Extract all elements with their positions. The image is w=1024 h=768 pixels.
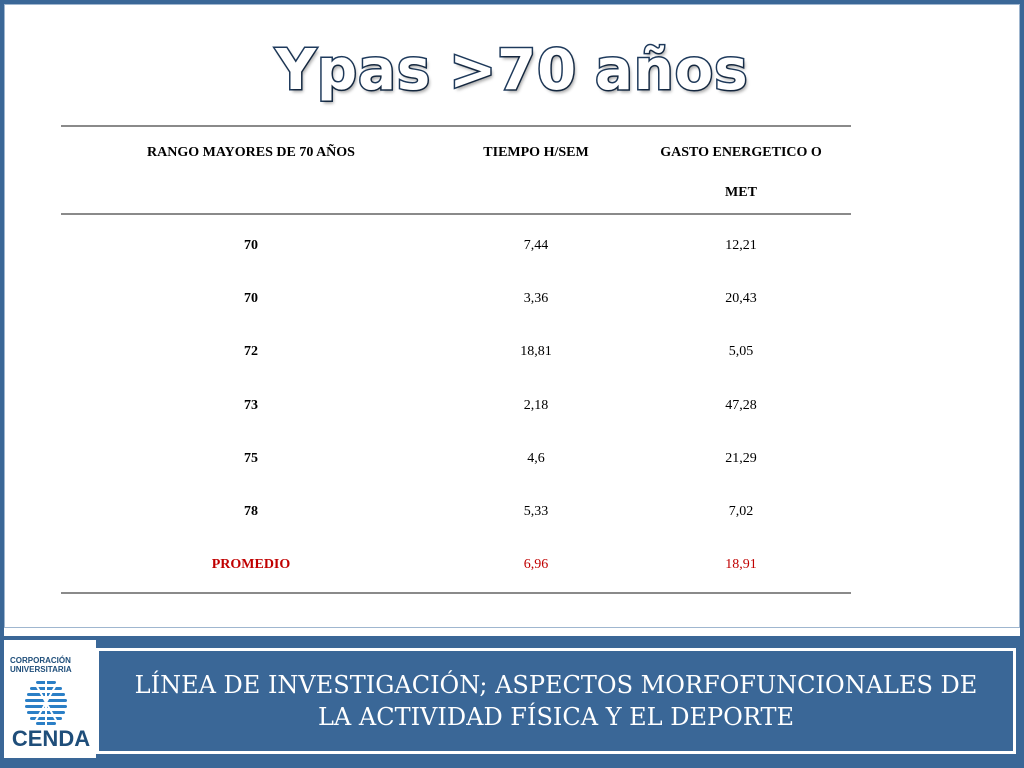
header-time: TIEMPO H/SEM — [441, 126, 631, 214]
title-word-2: >70 — [449, 38, 578, 103]
table-row — [61, 272, 851, 325]
cell-age: 72 — [244, 344, 258, 360]
cell-time: 18,81 — [520, 344, 552, 360]
cell-time: 3,36 — [523, 290, 549, 306]
research-line-banner — [96, 648, 1016, 754]
cell-met: 47,28 — [725, 397, 757, 413]
table-row — [61, 326, 851, 379]
header-energy — [631, 126, 851, 214]
table-row — [61, 432, 851, 485]
cell-met: 5,05 — [728, 344, 754, 360]
logo-name: CENDA — [11, 726, 91, 751]
cell-time: 7,44 — [523, 237, 549, 253]
cell-average-label: PROMEDIO — [61, 539, 441, 593]
title-word-1: Ypas — [275, 38, 432, 103]
table-row — [61, 214, 851, 272]
data-table — [61, 125, 851, 594]
logo-caption-line1: CORPORACIÓN — [10, 656, 71, 665]
cell-met: 20,43 — [725, 290, 757, 306]
cell-age: 70 — [244, 237, 258, 253]
logo-caption-line2: UNIVERSITARIA — [10, 665, 72, 674]
banner-line-1: LÍNEA DE INVESTIGACIÓN; ASPECTOS MORFOFUNCIONALES DE — [134, 671, 978, 699]
header-age-range: RANGO MAYORES DE 70 AÑOS — [61, 126, 441, 214]
banner-line-2: LA ACTIVIDAD FÍSICA Y EL DEPORTE — [317, 703, 795, 731]
cell-met: 7,02 — [728, 504, 754, 520]
table-header-row — [61, 126, 851, 214]
cell-time: 5,33 — [523, 504, 549, 520]
cell-time: 4,6 — [527, 450, 545, 466]
cell-age: 70 — [244, 290, 258, 306]
header-energy-line2: MET — [725, 185, 757, 200]
cenda-globe-icon — [22, 678, 70, 730]
slide-title — [0, 38, 1024, 103]
cell-time: 2,18 — [523, 397, 549, 413]
logo-caption — [10, 656, 94, 674]
table-row — [61, 485, 851, 538]
table-row — [61, 379, 851, 432]
title-word-3: años — [595, 38, 749, 103]
cell-average-time: 6,96 — [441, 539, 631, 593]
cell-age: 75 — [244, 450, 258, 466]
cell-met: 12,21 — [725, 237, 757, 253]
cell-met: 21,29 — [725, 450, 757, 466]
data-table-container — [61, 125, 851, 594]
cell-age: 78 — [244, 504, 258, 520]
cell-age: 73 — [244, 397, 258, 413]
header-energy-line1: GASTO ENERGETICO O — [660, 145, 822, 160]
table-body — [61, 214, 851, 593]
cell-average-met: 18,91 — [631, 539, 851, 593]
table-row-average — [61, 539, 851, 593]
